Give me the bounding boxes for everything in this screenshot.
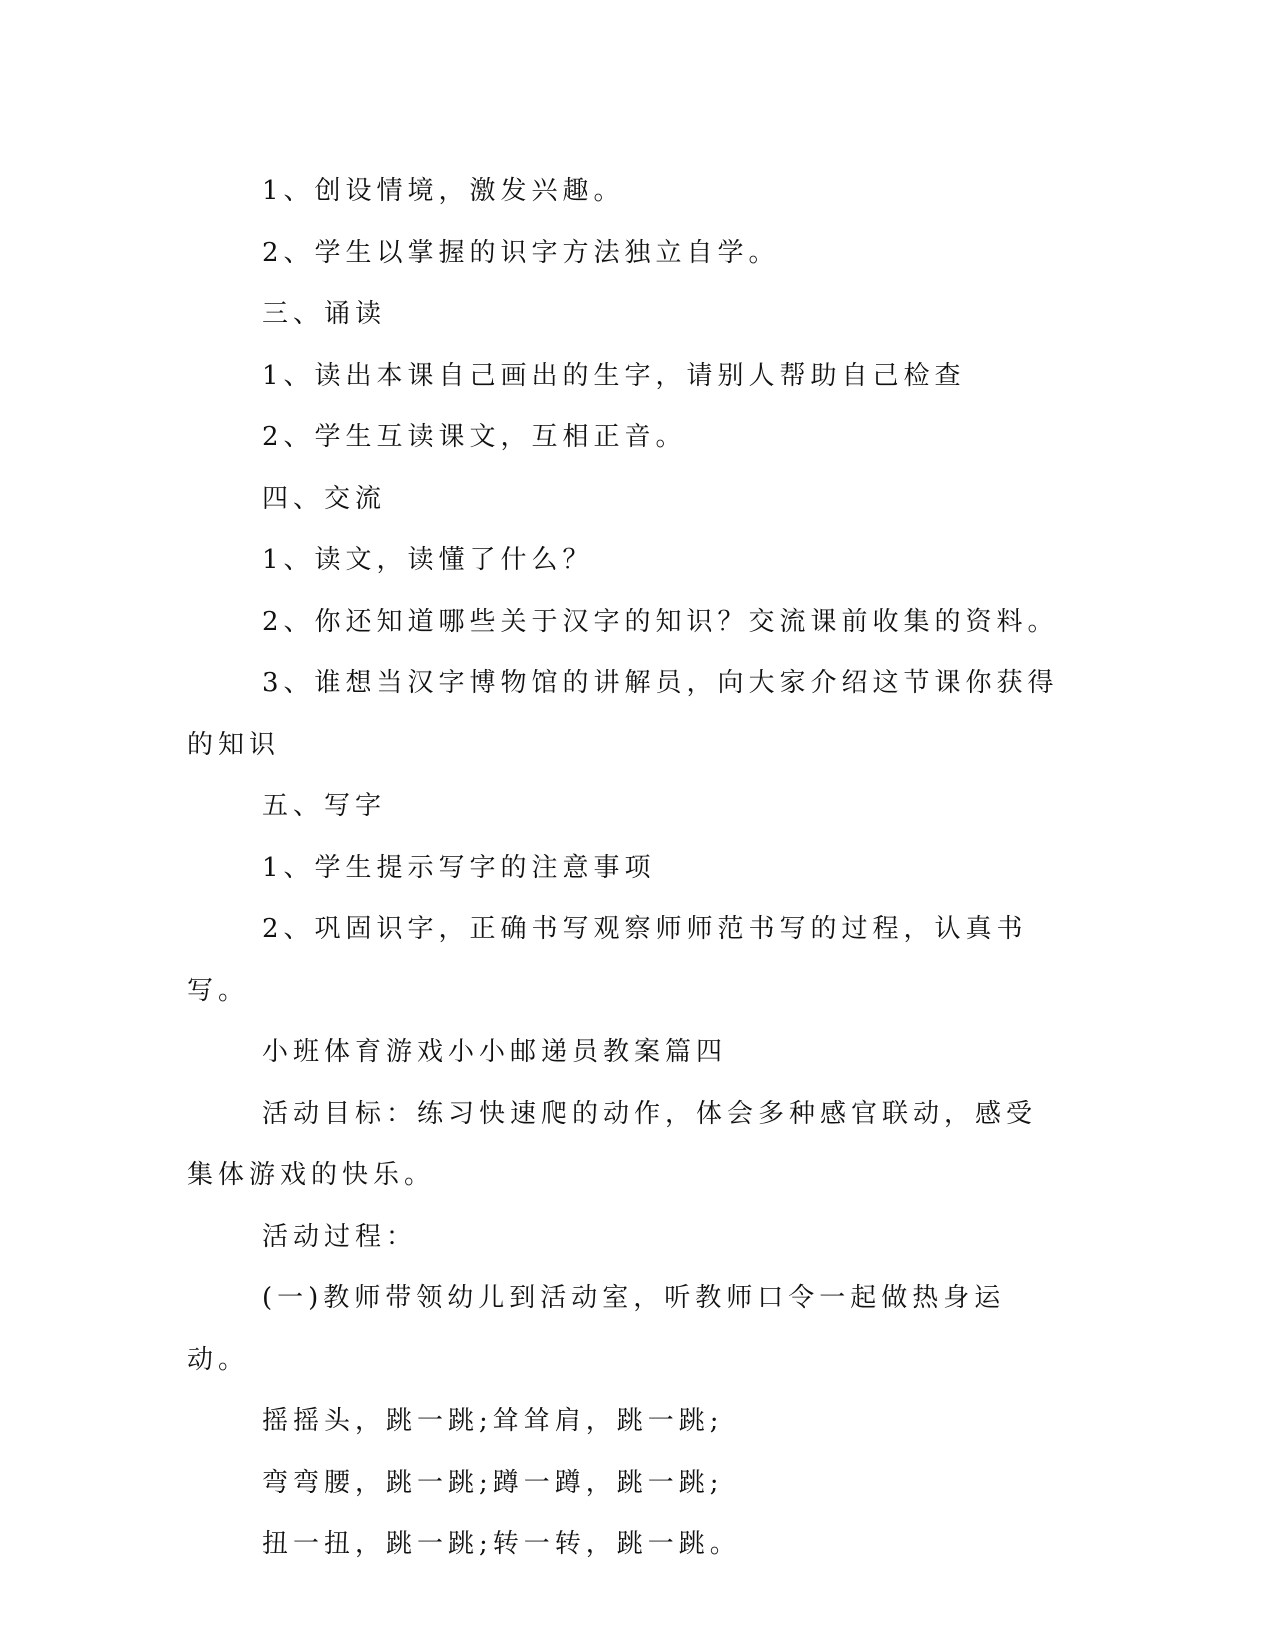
paragraph-9: 3、谁想当汉字博物馆的讲解员，向大家介绍这节课你获得的知识 xyxy=(187,668,1059,760)
paragraph-18: 弯弯腰，跳一跳;蹲一蹲，跳一跳; xyxy=(262,1467,724,1498)
paragraph-15: 活动过程： xyxy=(262,1221,418,1252)
paragraph-19: 扭一扭，跳一跳;转一转，跳一跳。 xyxy=(262,1529,741,1559)
paragraph-11: 1、学生提示写字的注意事项 xyxy=(262,852,656,883)
article-title: 小班体育游戏小小邮递员教案篇四 xyxy=(262,1037,728,1067)
paragraph-14: 活动目标：练习快速爬的动作，体会多种感官联动，感受集体游戏的快乐。 xyxy=(187,1098,1038,1190)
paragraph-8: 2、你还知道哪些关于汉字的知识？交流课前收集的资料。 xyxy=(262,606,1059,637)
section-heading-10: 五、写字 xyxy=(262,791,387,821)
paragraph-5: 2、学生互读课文，互相正音。 xyxy=(262,422,687,452)
section-heading-3: 三、诵读 xyxy=(262,299,387,329)
paragraph-12: 2、巩固识字，正确书写观察师师范书写的过程，认真书写。 xyxy=(187,914,1028,1006)
paragraph-17: 摇摇头，跳一跳;耸耸肩，跳一跳; xyxy=(262,1406,724,1436)
paragraph-16: (一)教师带领幼儿到活动室，听教师口令一起做热身运动。 xyxy=(187,1283,1006,1375)
section-heading-6: 四、交流 xyxy=(262,483,387,514)
paragraph-2: 2、学生以掌握的识字方法独立自学。 xyxy=(262,237,780,268)
paragraph-1: 1、创设情境，激发兴趣。 xyxy=(262,176,625,206)
paragraph-4: 1、读出本课自己画出的生字，请别人帮助自己检查 xyxy=(262,360,966,391)
paragraph-7: 1、读文，读懂了什么？ xyxy=(262,545,594,575)
document-body xyxy=(187,161,1067,1576)
